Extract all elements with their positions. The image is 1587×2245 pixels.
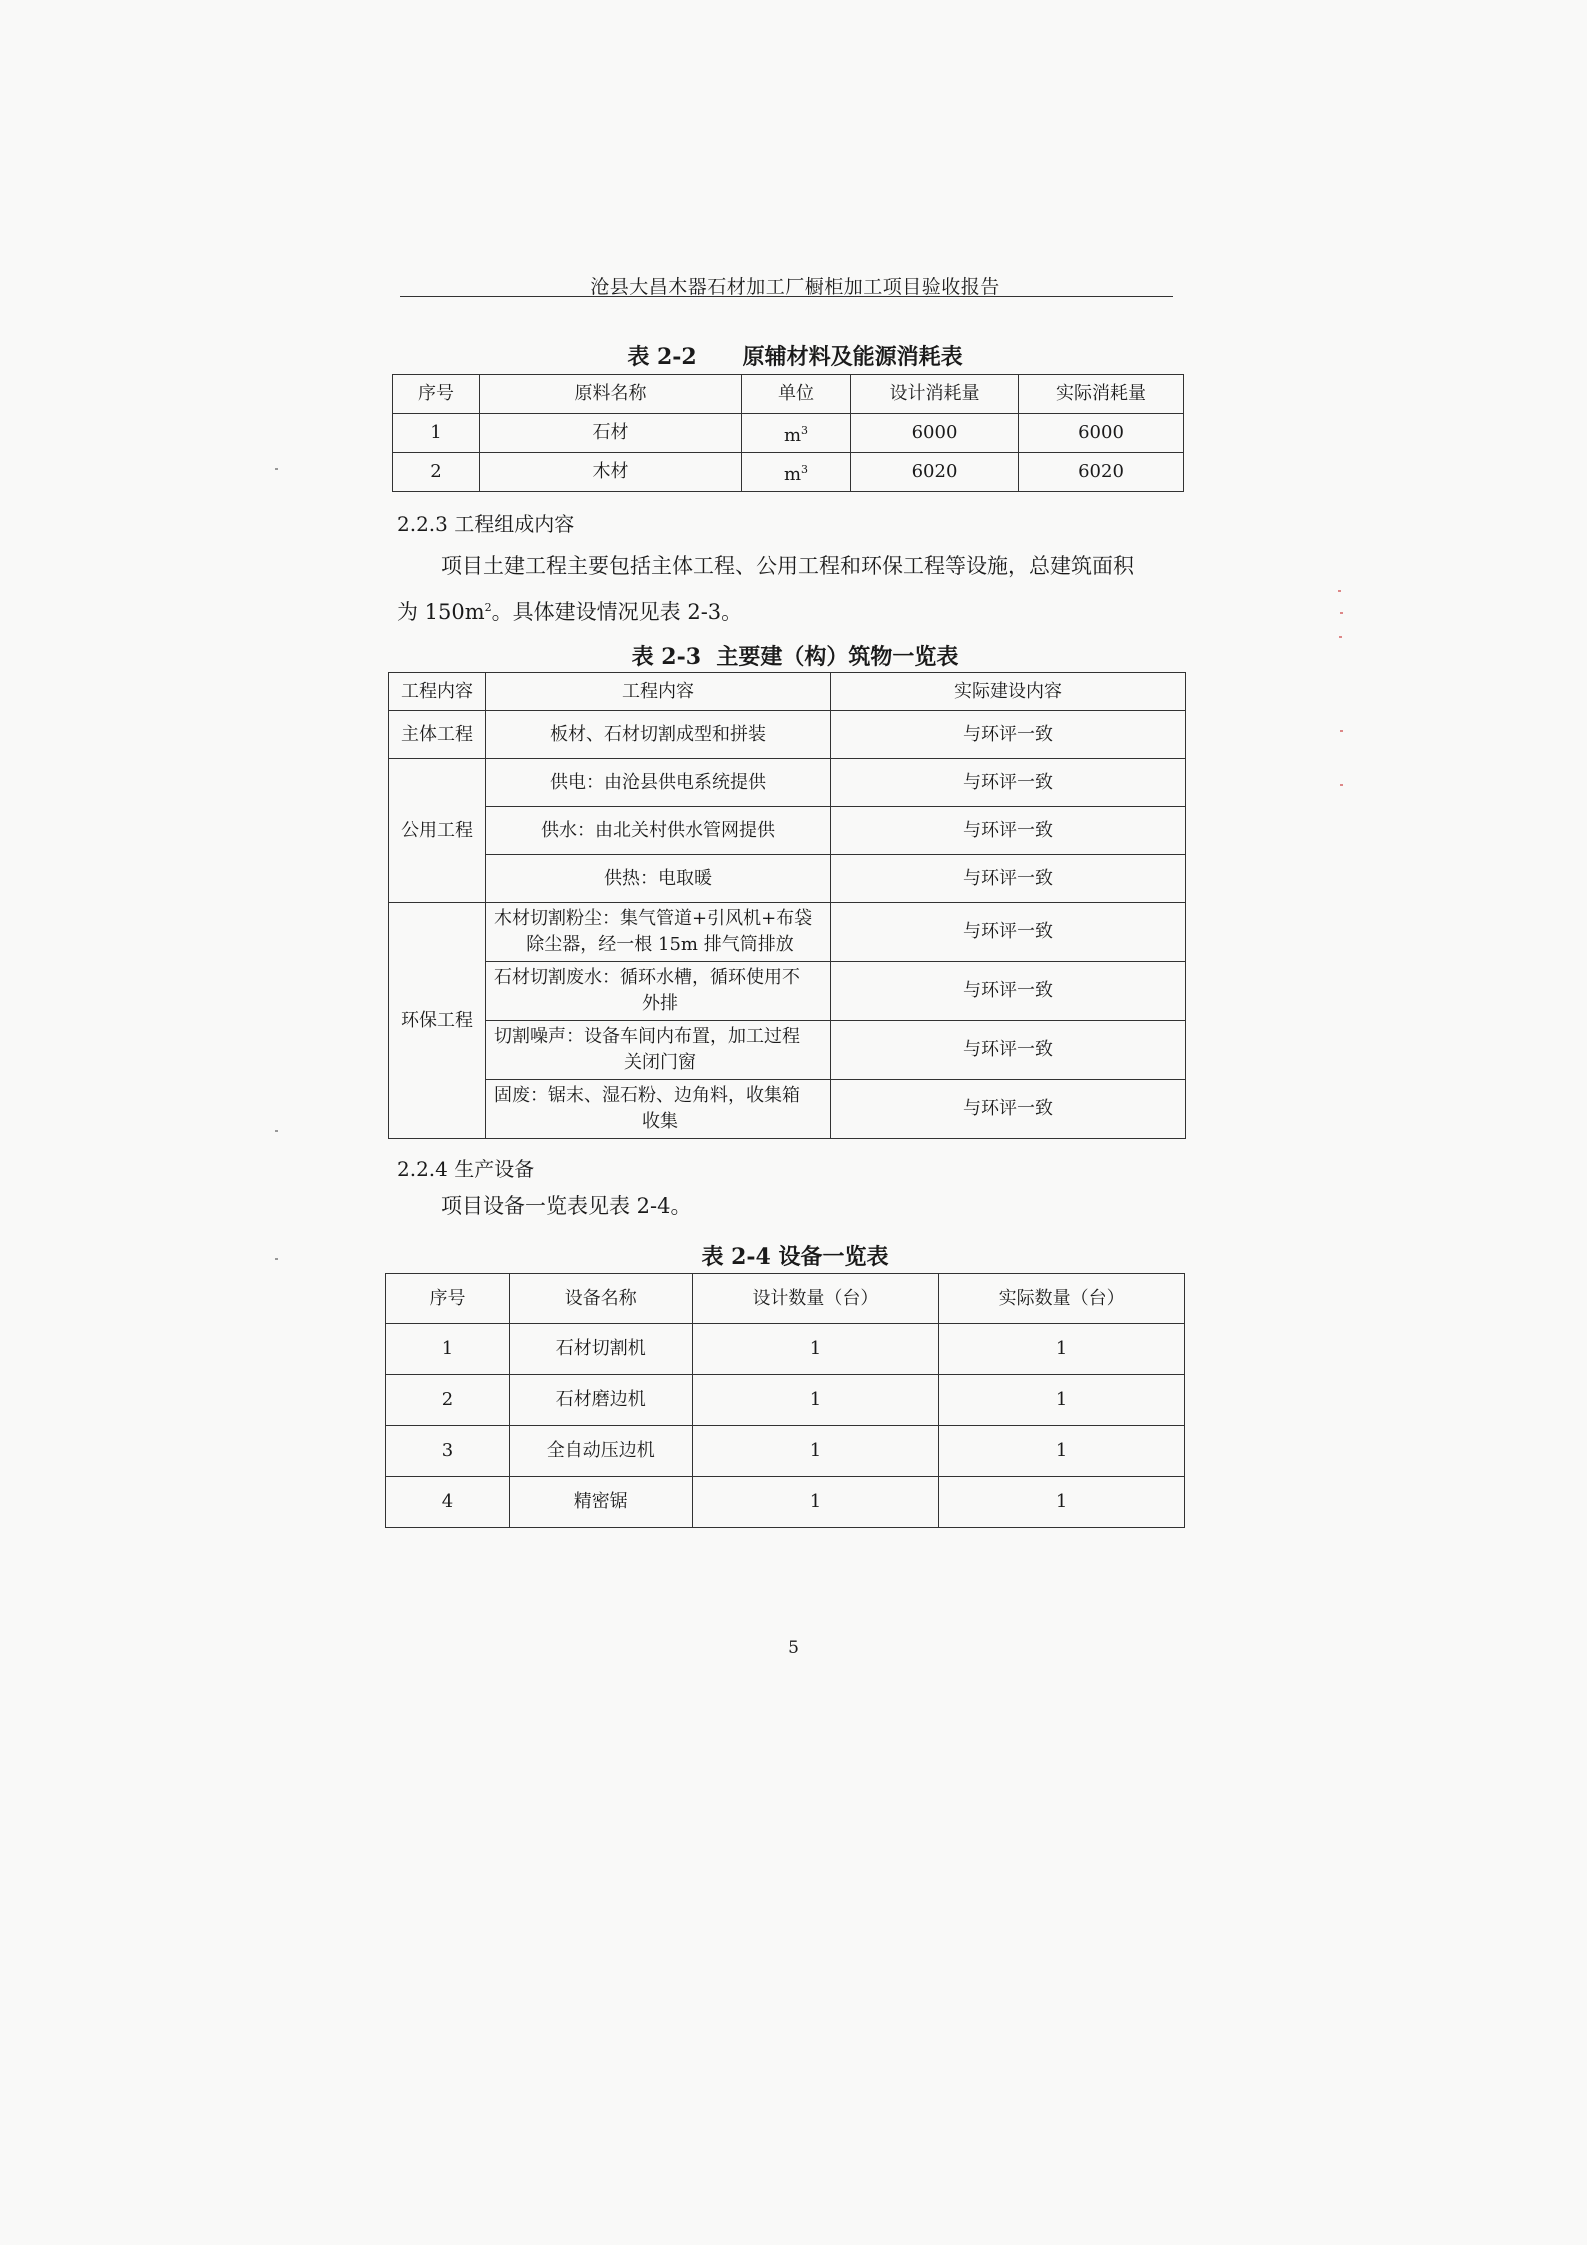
- equipment-name: 全自动压边机: [509, 1426, 692, 1477]
- actual-quantity: 1: [939, 1426, 1185, 1477]
- category-cell: 主体工程: [389, 711, 486, 759]
- material-name: 石材: [480, 414, 742, 453]
- page-number: 5: [788, 1638, 799, 1658]
- scan-mark: [1338, 590, 1341, 592]
- table-row: [389, 1080, 1186, 1139]
- text-run: 为 150m: [397, 600, 485, 624]
- table-2-3: [388, 672, 1186, 1139]
- table-row: [386, 1477, 1185, 1528]
- table-2-4-caption: 表 2-4 设备一览表: [701, 1244, 889, 1270]
- content-cell: 供水：由北关村供水管网提供: [486, 807, 831, 855]
- equipment-name: 石材切割机: [509, 1324, 692, 1375]
- material-name: 木材: [480, 453, 742, 492]
- actual-cell: 与环评一致: [831, 759, 1186, 807]
- content-line: 木材切割粉尘：集气管道+引风机+布袋: [494, 908, 813, 929]
- scan-mark: [275, 468, 278, 470]
- table-2-4: [385, 1273, 1185, 1528]
- paragraph-line: [397, 586, 742, 634]
- actual-consumption: 6020: [1019, 453, 1184, 492]
- section-heading-2-2-3: 2.2.3 工程组成内容: [397, 512, 575, 536]
- content-line: 切割噪声：设备车间内布置，加工过程: [494, 1026, 800, 1047]
- design-consumption: 6020: [851, 453, 1019, 492]
- content-cell: 供热：电取暖: [486, 855, 831, 903]
- equipment-name: 精密锯: [509, 1477, 692, 1528]
- content-cell: 供电：由沧县供电系统提供: [486, 759, 831, 807]
- column-header: 工程内容: [389, 673, 486, 711]
- table-header-row: [389, 673, 1186, 711]
- actual-quantity: 1: [939, 1375, 1185, 1426]
- paragraph-line: 项目设备一览表见表 2-4。: [441, 1194, 692, 1218]
- table-row: [389, 1021, 1186, 1080]
- table-2-3-caption: 表 2-3 主要建（构）筑物一览表: [631, 644, 959, 670]
- actual-cell: 与环评一致: [831, 807, 1186, 855]
- header-divider: [400, 296, 1173, 297]
- design-quantity: 1: [692, 1375, 939, 1426]
- unit-base: m: [783, 463, 802, 485]
- actual-cell: 与环评一致: [831, 903, 1186, 962]
- row-number: 2: [386, 1375, 510, 1426]
- column-header: 实际数量（台）: [939, 1274, 1185, 1324]
- content-line: 石材切割废水：循环水槽，循环使用不: [494, 967, 800, 988]
- category-cell: 公用工程: [389, 759, 486, 903]
- section-heading-2-2-4: 2.2.4 生产设备: [397, 1157, 535, 1181]
- content-line: 收集: [642, 1111, 678, 1132]
- table-2-2: [392, 374, 1184, 492]
- actual-consumption: 6000: [1019, 414, 1184, 453]
- scan-mark: [1340, 612, 1343, 614]
- row-number: 2: [393, 453, 480, 492]
- table-row: [386, 1426, 1185, 1477]
- table-row: [386, 1375, 1185, 1426]
- column-header: 原料名称: [480, 375, 742, 414]
- actual-cell: 与环评一致: [831, 711, 1186, 759]
- column-header: 设计数量（台）: [692, 1274, 939, 1324]
- column-header: 序号: [386, 1274, 510, 1324]
- report-header-title: 沧县大昌木器石材加工厂橱柜加工项目验收报告: [590, 276, 1000, 298]
- design-quantity: 1: [692, 1426, 939, 1477]
- content-line: 固废：锯末、湿石粉、边角料，收集箱: [494, 1085, 800, 1106]
- unit-cell: [742, 453, 851, 492]
- table-header-row: [386, 1274, 1185, 1324]
- column-header: 工程内容: [486, 673, 831, 711]
- content-cell: [486, 903, 831, 962]
- unit-cell: [742, 414, 851, 453]
- design-quantity: 1: [692, 1477, 939, 1528]
- table-row: [389, 807, 1186, 855]
- row-number: 1: [393, 414, 480, 453]
- unit-exponent: 3: [801, 462, 809, 476]
- row-number: 1: [386, 1324, 510, 1375]
- unit-exponent: 3: [801, 423, 809, 437]
- table-row: [389, 759, 1186, 807]
- actual-cell: 与环评一致: [831, 855, 1186, 903]
- scan-mark: [1339, 636, 1342, 638]
- row-number: 3: [386, 1426, 510, 1477]
- design-consumption: 6000: [851, 414, 1019, 453]
- content-line: 关闭门窗: [624, 1052, 696, 1073]
- actual-cell: 与环评一致: [831, 1021, 1186, 1080]
- content-cell: [486, 1021, 831, 1080]
- content-cell: 板材、石材切割成型和拼装: [486, 711, 831, 759]
- area-exponent: 2: [484, 601, 492, 614]
- column-header: 单位: [742, 375, 851, 414]
- table-2-2-caption: 表 2-2 原辅材料及能源消耗表: [627, 344, 963, 370]
- content-cell: [486, 962, 831, 1021]
- table-row: [389, 903, 1186, 962]
- table-row: [389, 962, 1186, 1021]
- table-row: [393, 453, 1184, 492]
- column-header: 设计消耗量: [851, 375, 1019, 414]
- category-cell: 环保工程: [389, 903, 486, 1139]
- table-header-row: [393, 375, 1184, 414]
- column-header: 设备名称: [509, 1274, 692, 1324]
- table-row: [393, 414, 1184, 453]
- actual-quantity: 1: [939, 1477, 1185, 1528]
- content-line: 除尘器，经一根 15m 排气筒排放: [526, 934, 794, 955]
- column-header: 序号: [393, 375, 480, 414]
- scan-mark: [1340, 784, 1343, 786]
- actual-cell: 与环评一致: [831, 1080, 1186, 1139]
- text-run: 。具体建设情况见表 2-3。: [491, 600, 743, 624]
- actual-quantity: 1: [939, 1324, 1185, 1375]
- table-row: [389, 711, 1186, 759]
- scan-mark: [275, 1258, 278, 1260]
- content-cell: [486, 1080, 831, 1139]
- paragraph-line: 项目土建工程主要包括主体工程、公用工程和环保工程等设施，总建筑面积: [441, 554, 1134, 578]
- unit-base: m: [783, 424, 802, 446]
- content-line: 外排: [642, 993, 678, 1014]
- scan-mark: [275, 1130, 278, 1132]
- design-quantity: 1: [692, 1324, 939, 1375]
- equipment-name: 石材磨边机: [509, 1375, 692, 1426]
- scan-mark: [1340, 730, 1343, 732]
- column-header: 实际消耗量: [1019, 375, 1184, 414]
- column-header: 实际建设内容: [831, 673, 1186, 711]
- actual-cell: 与环评一致: [831, 962, 1186, 1021]
- table-row: [386, 1324, 1185, 1375]
- table-row: [389, 855, 1186, 903]
- row-number: 4: [386, 1477, 510, 1528]
